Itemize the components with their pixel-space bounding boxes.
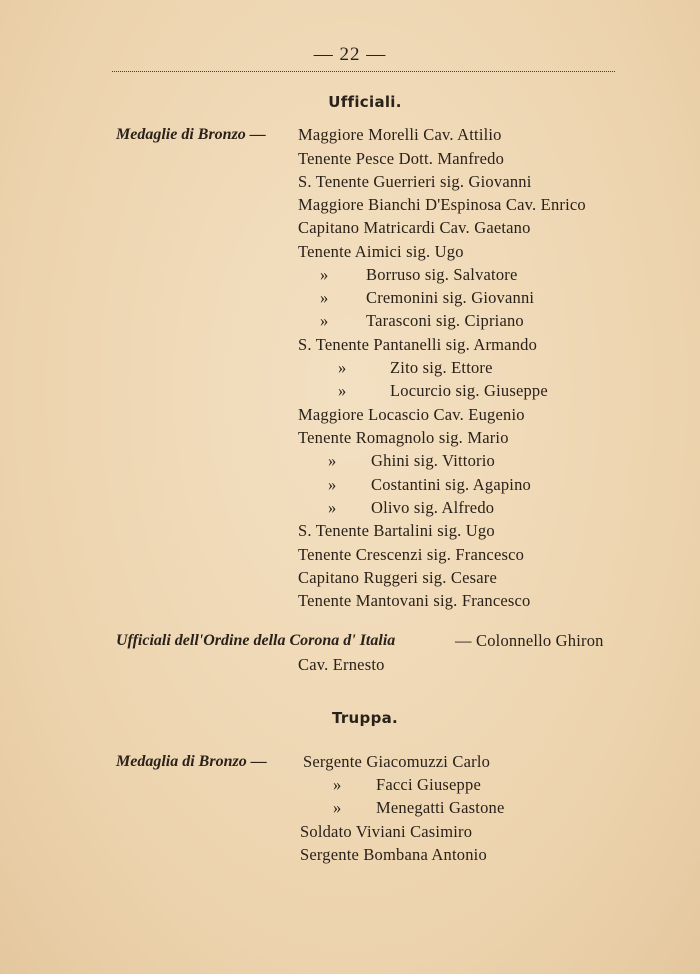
- entry-row: Capitano Matricardi Cav. Gaetano: [298, 218, 531, 237]
- entry-row: Tenente Aimici sig. Ugo: [298, 242, 464, 261]
- label-corona: Ufficiali dell'Ordine della Corona d' Italia: [116, 632, 396, 649]
- entry-row: Sergente Giacomuzzi Carlo: [303, 752, 491, 771]
- ditto-mark: »: [338, 381, 347, 400]
- entry-row: Maggiore Morelli Cav. Attilio: [298, 125, 502, 144]
- entry-row: Capitano Ruggeri sig. Cesare: [298, 568, 497, 587]
- ditto-mark: »: [320, 265, 329, 284]
- ditto-mark: »: [333, 775, 342, 794]
- entry-row: » Zito sig. Ettore: [298, 358, 493, 378]
- header-rule: [112, 71, 615, 72]
- heading-officers: Ufficiali.: [328, 93, 402, 111]
- entry-row: Tenente Pesce Dott. Manfredo: [298, 149, 505, 168]
- ditto-mark: »: [328, 498, 337, 517]
- label-bronze-officers: Medaglie di Bronzo —: [116, 126, 266, 143]
- entry-row: » Menegatti Gastone: [303, 798, 505, 818]
- entry-row: Tenente Crescenzi sig. Francesco: [298, 545, 525, 564]
- entry-row: » Borruso sig. Salvatore: [298, 265, 518, 285]
- ditto-mark: »: [320, 311, 329, 330]
- ditto-mark: »: [320, 288, 329, 307]
- entry-row: » Ghini sig. Vittorio: [298, 451, 495, 471]
- entry-row: Tenente Mantovani sig. Francesco: [298, 591, 531, 610]
- entry-row: S. Tenente Guerrieri sig. Giovanni: [298, 172, 532, 191]
- entry-row: — Colonnello Ghiron: [455, 631, 604, 650]
- ditto-mark: »: [333, 798, 342, 817]
- ditto-mark: »: [338, 358, 347, 377]
- entry-row: Maggiore Locascio Cav. Eugenio: [298, 405, 525, 424]
- entry-row: Soldato Viviani Casimiro: [300, 822, 473, 841]
- label-bronze-troops: Medaglia di Bronzo —: [116, 753, 267, 770]
- entry-row: Cav. Ernesto: [298, 655, 385, 674]
- entry-row: » Tarasconi sig. Cipriano: [298, 311, 524, 331]
- ditto-mark: »: [328, 451, 337, 470]
- entry-row: » Costantini sig. Agapino: [298, 475, 531, 495]
- page-number: — 22 —: [313, 44, 387, 65]
- entry-row: » Olivo sig. Alfredo: [298, 498, 494, 518]
- entry-row: Sergente Bombana Antonio: [300, 845, 487, 864]
- entry-row: » Locurcio sig. Giuseppe: [298, 381, 548, 401]
- entry-row: S. Tenente Bartalini sig. Ugo: [298, 521, 495, 540]
- entry-row: Tenente Romagnolo sig. Mario: [298, 428, 509, 447]
- heading-troops: Truppa.: [331, 709, 399, 727]
- ditto-mark: »: [328, 475, 337, 494]
- entry-row: » Cremonini sig. Giovanni: [298, 288, 534, 308]
- entry-row: S. Tenente Pantanelli sig. Armando: [298, 335, 538, 354]
- entry-row: Maggiore Bianchi D'Espinosa Cav. Enrico: [298, 195, 586, 214]
- entry-row: » Facci Giuseppe: [303, 775, 481, 795]
